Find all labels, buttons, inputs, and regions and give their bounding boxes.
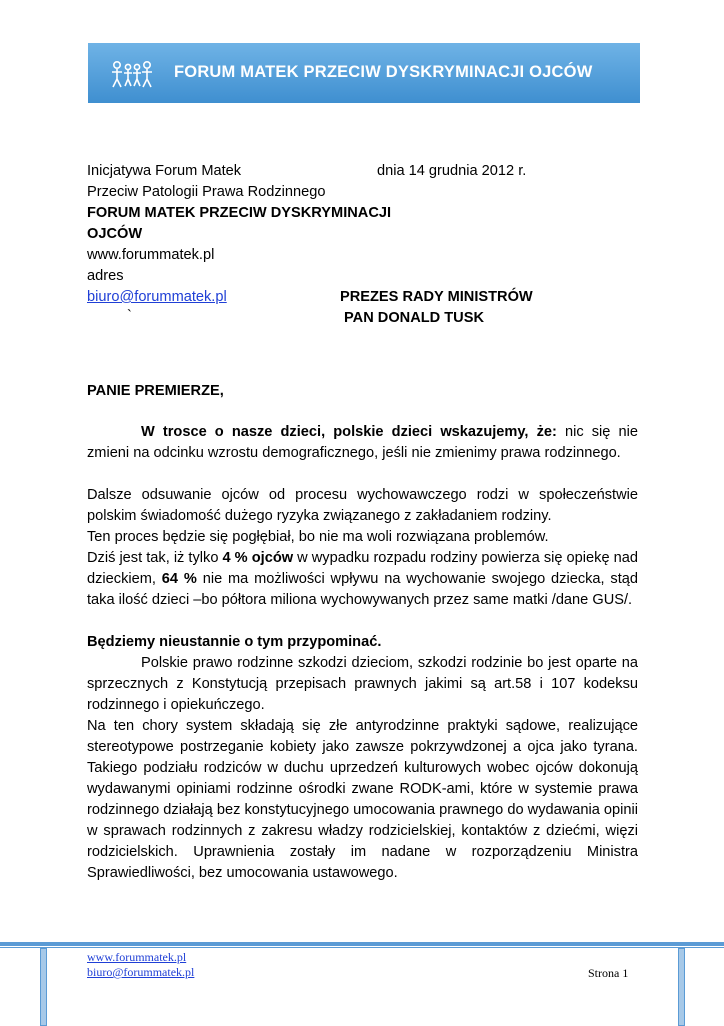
letter-date: dnia 14 grudnia 2012 r. xyxy=(377,163,527,179)
sender-org-line-2: OJCÓW xyxy=(87,226,143,242)
paragraph-4-stat-fathers: 4 % ojców xyxy=(222,550,294,566)
recipient-line-1: PREZES RADY MINISTRÓW xyxy=(340,289,533,305)
footer-right-bar xyxy=(678,948,685,1026)
sender-email-link[interactable]: biuro@forummatek.pl xyxy=(87,289,227,305)
paragraph-6: Polskie prawo rodzinne szkodzi dzieciom, szkodzi rodzinie bo jest oparte na sprzecznych z Konstytucją przepisach prawnych jakimi są art.58 i 107 kodeksu rodzinnego i opiekuńczego. xyxy=(87,655,638,713)
footer-website-link[interactable]: www.forummatek.pl xyxy=(87,950,187,964)
header-banner xyxy=(88,43,640,103)
sender-org-line-1: FORUM MATEK PRZECIW DYSKRYMINACJI xyxy=(87,205,392,221)
footer-email-link[interactable]: biuro@forummatek.pl xyxy=(87,965,195,979)
banner-title: FORUM MATEK PRZECIW DYSKRYMINACJI OJCÓW xyxy=(174,63,593,81)
sender-line-1: Inicjatywa Forum Matek xyxy=(87,163,242,179)
footer-page-number: Strona 1 xyxy=(588,966,629,980)
paragraph-1-bold: W trosce o nasze dzieci, polskie dzieci wskazujemy, że: xyxy=(141,424,557,440)
paragraph-3: Ten proces będzie się pogłębiał, bo nie ma woli rozwiązana problemów. xyxy=(87,529,549,545)
paragraph-7: Na ten chory system składają się złe antyrodzinne praktyki sądowe, realizujące stereotypowe postrzeganie kobiety jako zawsze pokrzywdzonej a ojca jako tyrana. Takiego podziału rodziców w duchu uprzedzeń kulturowych wobec ojców dokonują wydawanymi opiniami rodzinne ośrodki zwane RODK-ami, które w systemie prawa rodzinnego działają bez konstytucyjnego umocowania prawnego do wydawania opinii w sprawach rodzinnych z zakresu władzy rodzicielskiej, kontaktów z dziećmi, więzi rodzicielskich. Uprawnienia zostały im nadane w rozporządzeniu Ministra Sprawiedliwości, bez umocowania ustawowego. xyxy=(87,718,638,881)
sender-line-2: Przeciw Patologii Prawa Rodzinnego xyxy=(87,184,326,200)
paragraph-4 xyxy=(87,548,638,611)
paragraph-4-part-c: w wypadku rozpadu rodziny powierza się opiekę nad dzieckiem, xyxy=(87,550,638,587)
recipient-line-2: PAN DONALD TUSK xyxy=(344,310,484,326)
paragraph-1-rest: nic się nie zmieni na odcinku wzrostu demograficznego, jeśli nie zmienimy prawa rodzinnego. xyxy=(87,424,638,461)
paragraph-4-part-a: Dziś jest tak, iż tylko xyxy=(87,550,223,566)
paragraph-4-part-d: nie ma możliwości wpływu na wychowanie swojego dziecka, stąd taka ilość dzieci –bo półtora miliona wychowywanych przez same matki /dane GUS/. xyxy=(87,571,639,608)
paragraph-4-stat-percent: 64 % xyxy=(161,571,197,587)
sender-address-label: adres xyxy=(87,268,124,284)
salutation: PANIE PREMIERZE, xyxy=(87,383,224,399)
paragraph-5: Będziemy nieustannie o tym przypominać. xyxy=(87,634,382,650)
paragraph-1 xyxy=(87,422,638,464)
footer-rule xyxy=(0,942,724,946)
footer-rule-thin xyxy=(0,947,724,948)
stray-mark: ` xyxy=(127,308,132,324)
sender-website: www.forummatek.pl xyxy=(87,247,215,263)
paragraph-2: Dalsze odsuwanie ojców od procesu wychowawczego rodzi w społeczeństwie polskim świadomość dużego ryzyka związanego z zakładaniem rodziny. xyxy=(87,487,638,524)
family-logo-icon xyxy=(110,59,154,89)
footer-left-bar xyxy=(40,948,47,1026)
